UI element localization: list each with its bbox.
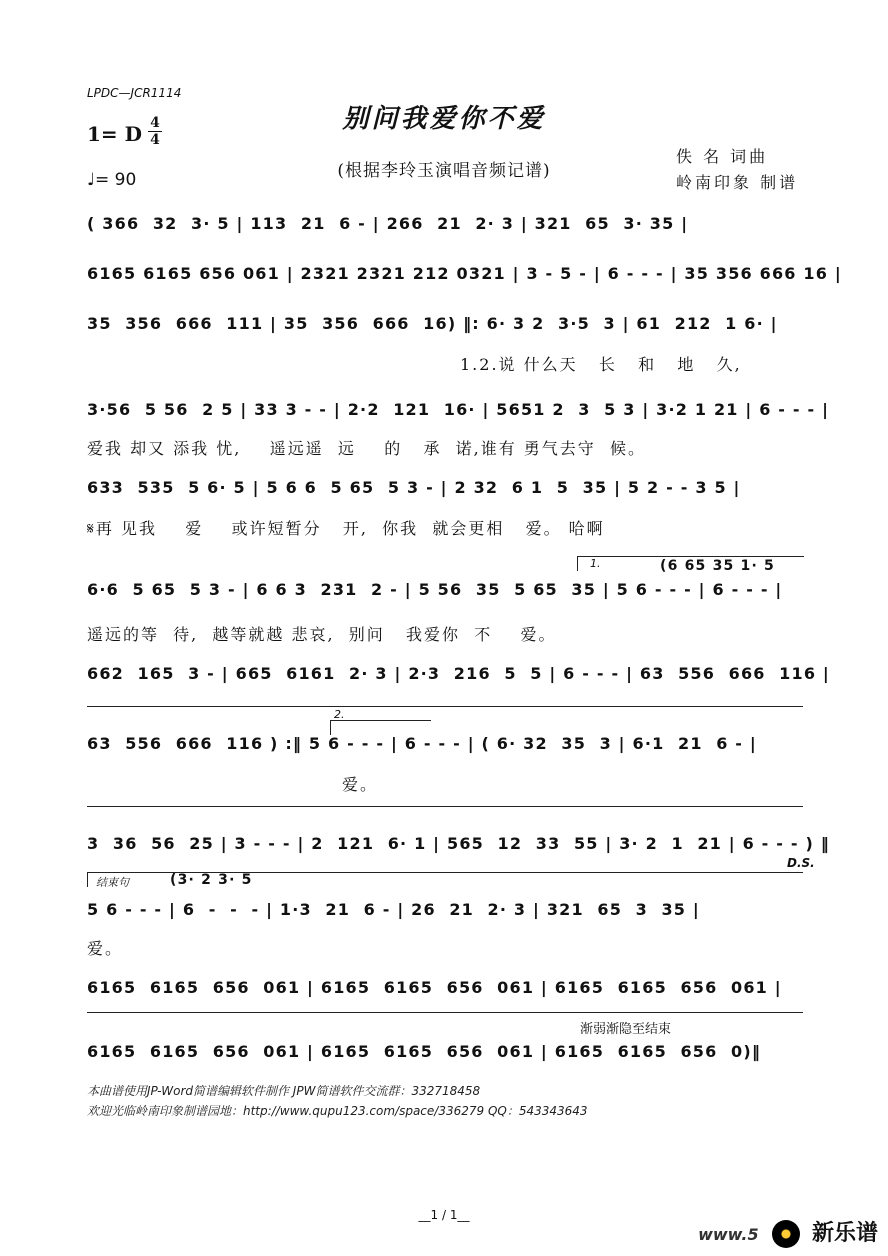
score-line-6: 6·6 5 65 5 3 - | 6 6 3 231 2 - | 5 56 35 5 65 35 | 5 6 - - - | 6 - - - | xyxy=(87,580,783,599)
lyric-line-3: 𝄋再 见我 爱 或许短暂分 开, 你我 就会更相 爱。 哈啊 xyxy=(87,519,605,538)
score-line-11: 6165 6165 656 061 | 6165 6165 656 061 | 6165 6165 656 061 | xyxy=(87,978,782,997)
footer-line-2: 欢迎光临岭南印象制谱园地：http://www.qupu123.com/space/336279 QQ：543343643 xyxy=(87,1104,588,1118)
meter-top: 4 xyxy=(150,115,160,131)
lyric-line-4: 遥远的等 待, 越等就越 悲哀, 别问 我爱你 不 爱。 xyxy=(87,625,557,644)
volta-1-label: 1. xyxy=(590,557,601,570)
score-line-7: 662 165 3 - | 665 6161 2· 3 | 2·3 216 5 5 | 6 - - - | 63 556 666 116 | xyxy=(87,664,830,683)
time-signature xyxy=(148,116,162,147)
volta-1-notes: (6 65 35 1· 5 xyxy=(660,558,776,574)
staff-divider-4 xyxy=(87,1012,803,1013)
score-line-3: 35 356 666 111 | 35 356 666 16) ‖: 6· 3 2 3·5 3 | 61 212 1 6· | xyxy=(87,314,778,333)
lyric-line-2: 爱我 却又 添我 忧, 遥远遥 远 的 承 诺,谁有 勇气去守 候。 xyxy=(87,439,646,458)
site-watermark[interactable] xyxy=(698,1216,878,1248)
score-line-5: 633 535 5 6· 5 | 5 6 6 5 65 5 3 - | 2 32 6 1 5 35 | 5 2 - - 3 5 | xyxy=(87,478,741,497)
staff-divider-2 xyxy=(87,806,803,807)
score-line-1: ( 366 32 3· 5 | 113 21 6 - | 266 21 2· 3 | 321 65 3· 35 | xyxy=(87,214,689,233)
site-url[interactable]: www.5 xyxy=(698,1225,759,1244)
record-logo-icon xyxy=(772,1220,800,1248)
volta-2-label: 2. xyxy=(334,708,345,721)
score-line-9: 3 36 56 25 | 3 - - - | 2 121 6· 1 | 565 12 33 55 | 3· 2 1 21 | 6 - - - ) ‖ xyxy=(87,834,830,853)
lyric-line-6: 爱。 xyxy=(87,939,124,958)
score-line-4: 3·56 5 56 2 5 | 33 3 - - | 2·2 121 16· | 5651 2 3 5 3 | 3·2 1 21 | 6 - - - | xyxy=(87,400,830,419)
song-subtitle: (根据李玲玉演唱音频记谱) xyxy=(337,161,551,181)
tempo-marking: ♩= 90 xyxy=(87,170,137,190)
footer-line-1: 本曲谱使用JP-Word简谱编辑软件制作 JPW简谱软件交流群：332718458 xyxy=(87,1084,481,1098)
score-line-2: 6165 6165 656 061 | 2321 2321 212 0321 | 3 - 5 - | 6 - - - | 35 356 666 16 | xyxy=(87,264,842,283)
score-code: LPDC—JCR1114 xyxy=(87,86,182,100)
score-line-10: 5 6 - - - | 6 - - - | 1·3 21 6 - | 26 21 2· 3 | 321 65 3 35 | xyxy=(87,900,700,919)
dal-segno-marking: D.S. xyxy=(787,856,815,870)
meter-bottom: 4 xyxy=(150,132,160,148)
score-line-12: 6165 6165 656 061 | 6165 6165 656 061 | 6165 6165 656 0)‖ xyxy=(87,1042,762,1061)
credit-arranger: 岭南印象 制谱 xyxy=(676,173,799,192)
fade-instruction: 渐弱渐隐至结束 xyxy=(580,1022,672,1037)
staff-divider-1 xyxy=(87,706,803,707)
lyric-line-1: 1.2.说 什么天 长 和 地 久, xyxy=(460,355,742,374)
lyric-line-5: 爱。 xyxy=(342,775,379,794)
key-signature: 1= D xyxy=(87,122,142,146)
page-number: __1 / 1__ xyxy=(418,1208,470,1222)
coda-notes: (3· 2 3· 5 xyxy=(170,872,253,888)
score-line-8: 63 556 666 116 ) :‖ 5 6 - - - | 6 - - - | ( 6· 32 35 3 | 6·1 21 6 - | xyxy=(87,734,757,753)
song-title: 别问我爱你不爱 xyxy=(342,104,546,134)
credit-words: 佚 名 词曲 xyxy=(676,147,769,166)
coda-label: 结束句 xyxy=(96,876,129,889)
brand-name: 新乐谱 xyxy=(811,1221,878,1246)
